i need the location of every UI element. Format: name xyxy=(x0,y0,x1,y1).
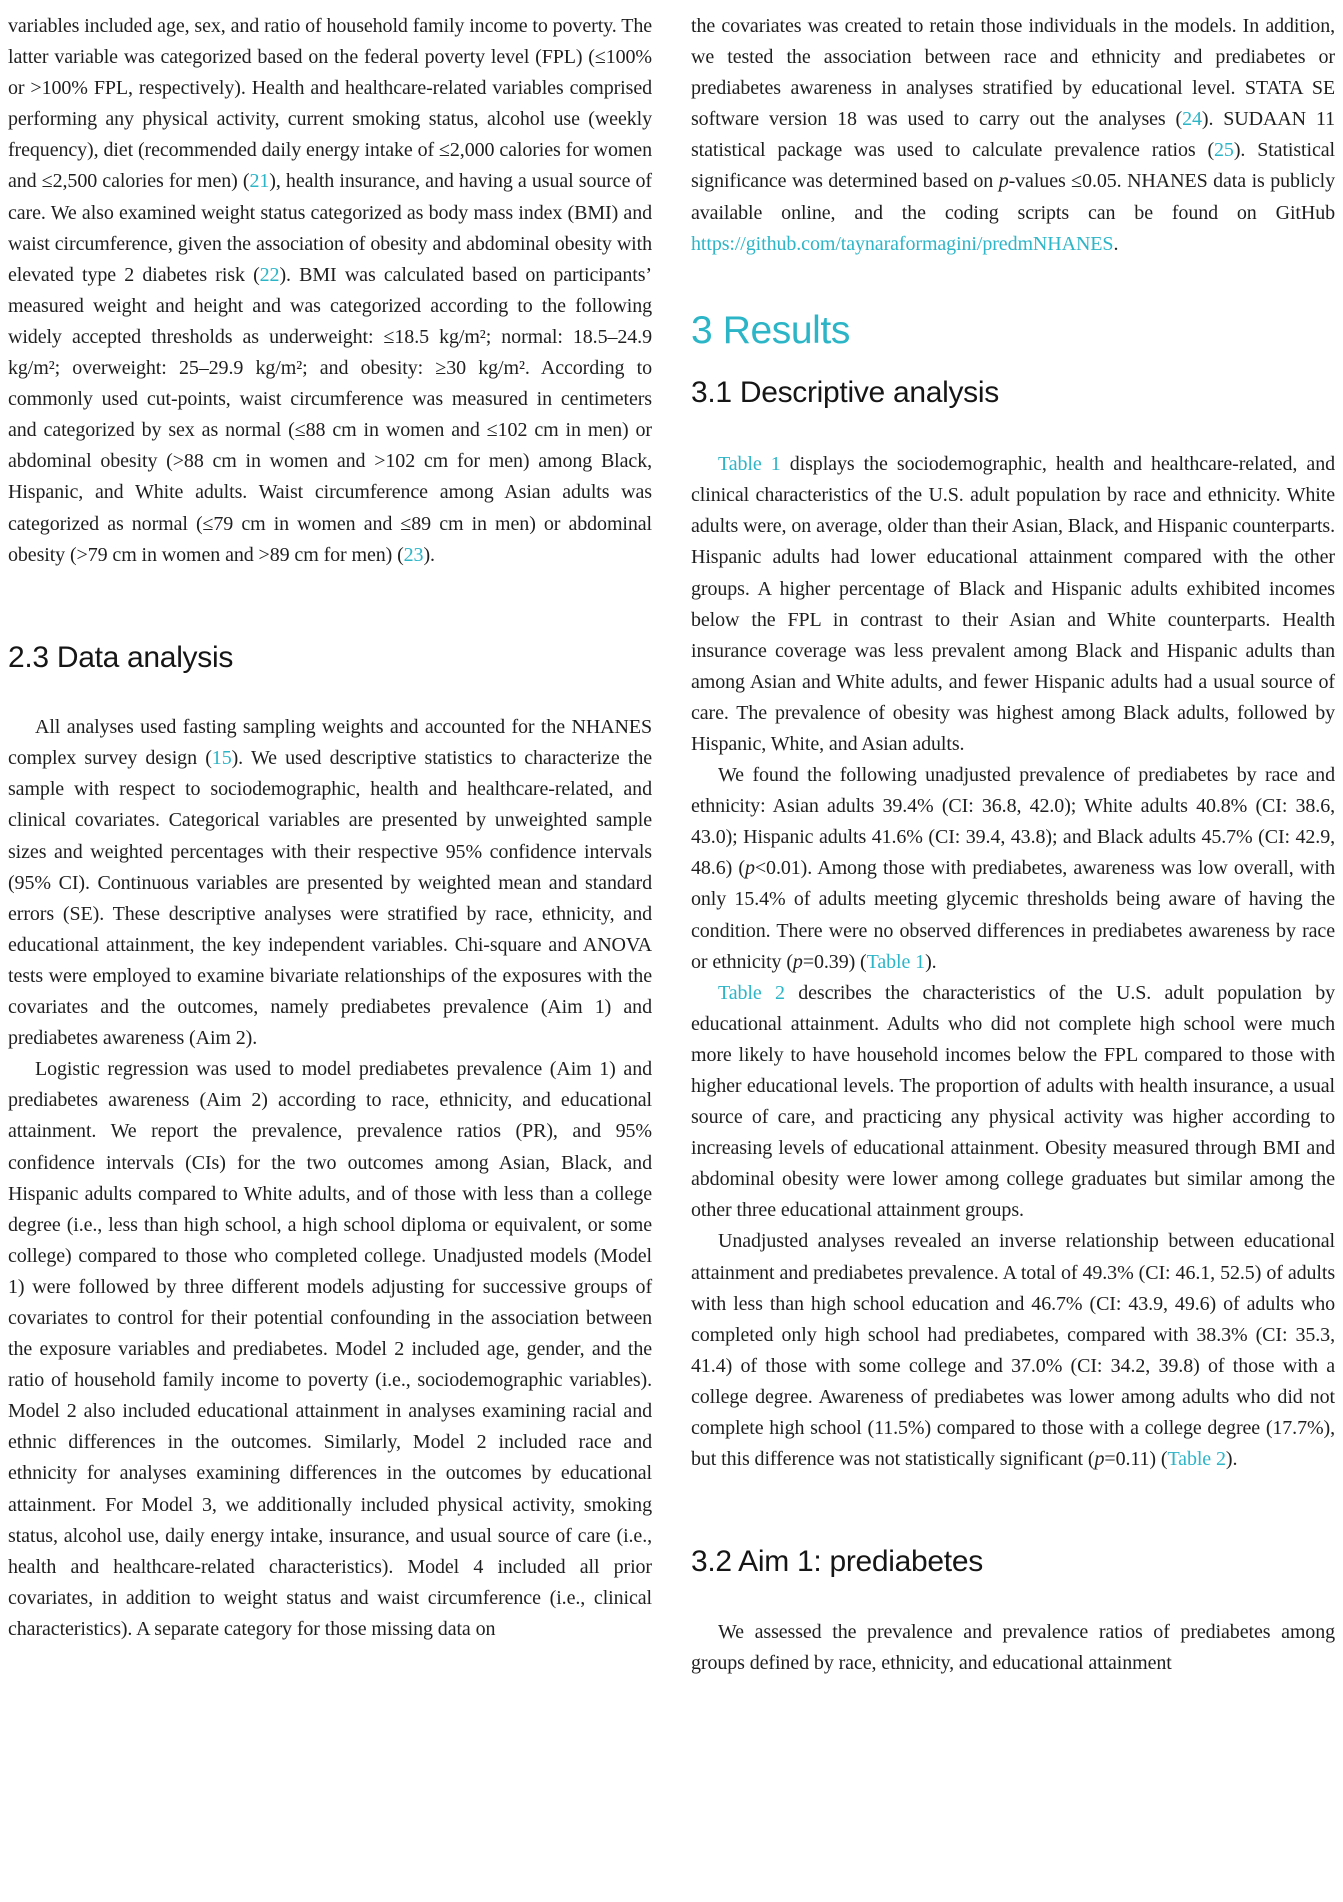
text-run: ). xyxy=(423,543,435,566)
table-2-link[interactable]: Table 2 xyxy=(1167,1448,1226,1471)
text-run: ). xyxy=(925,950,937,973)
paragraph-unadjusted-prevalence-by-race xyxy=(691,760,1335,978)
citation-21-link[interactable]: 21 xyxy=(249,170,270,193)
left-column xyxy=(8,11,652,1679)
paragraph-logistic-regression xyxy=(8,1054,652,1645)
section-heading-aim1-prediabetes: 3.2 Aim 1: prediabetes xyxy=(691,1545,983,1579)
citation-24-link[interactable]: 24 xyxy=(1182,108,1202,131)
table-1-link[interactable]: Table 1 xyxy=(866,950,926,973)
text-run: displays the sociodemographic, health and healthcare-related, and clinical characteristics of the U.S. adult population by race and ethnicity. White adults were, on average, older than their Asian, Black, and Hispanic counterparts. Hispanic adults had lower educational attainment compared with the other groups. A higher percentage of Black and Hispanic adults exhibited incomes below the FPL in contrast to their Asian and White counterparts. Health insurance coverage was less prevalent among Black and Hispanic adults than among Asian and White adults, and fewer Hispanic adults had a usual source of care. The prevalence of obesity was highest among Black adults, followed by Hispanic, White, and Asian adults. xyxy=(691,453,1336,755)
text-run: describes the characteristics of the U.S. adult population by educational attainment. Adults who did not complete high school were much more likely to have household incomes below the FPL compared to those with higher educational levels. The proportion of adults with health insurance, a usual source of care, and practicing any physical activity was higher according to increasing levels of educational attainment. Obesity measured through BMI and abdominal obesity were lower among college graduates but similar among the other three educational attainment groups. xyxy=(691,981,1335,1222)
text-run: All analyses used fasting sampling weights and accounted for the NHANES complex survey design ( xyxy=(8,716,652,770)
p-value-italic: p xyxy=(1094,1448,1105,1471)
section-heading-descriptive-analysis: 3.1 Descriptive analysis xyxy=(691,375,999,409)
citation-25-link[interactable]: 25 xyxy=(1214,139,1234,162)
text-run: ). We used descriptive statistics to characterize the sample with respect to sociodemographic, health and healthcare-related, and clinical covariates. Categorical variables are presented by unweighted sample sizes and weighted percentages with their respective 95% confidence intervals (95% CI). Continuous variables are presented by weighted mean and standard errors (SE). These descriptive analyses were stratified by race, ethnicity, and educational attainment, the key independent variables. Chi-square and ANOVA tests were employed to examine bivariate relationships of the exposures with the covariates and the outcomes, namely prediabetes prevalence (Aim 1) and prediabetes awareness (Aim 2). xyxy=(8,747,652,1050)
text-run: ). SUDAAN 11 statistical package was used to calculate prevalence ratios ( xyxy=(691,108,1335,162)
text-run: the covariates was created to retain those individuals in the models. In addition, we tested the association between race and ethnicity and prediabetes or prediabetes awareness in analyses stratified by educational level. STATA SE software version 18 was used to carry out the analyses ( xyxy=(691,15,1335,131)
paragraph-we-assessed xyxy=(691,1617,1335,1679)
p-value-italic: p xyxy=(744,857,755,880)
text-run: Unadjusted analyses revealed an inverse relationship between educational attainment and prediabetes prevalence. A total of 49.3% (CI: 46.1, 52.5) of adults with less than high school education and 46.7% (CI: 43.9, 49.6) of adults who completed only high school had prediabetes, compared with 38.3% (CI: 35.3, 41.4) of those with some college and 37.0% (CI: 34.2, 39.8) of those with a college degree. Awareness of prediabetes was lower among adults who did not complete high school (11.5%) compared to those with a college degree (17.7%), but this difference was not statistically significant ( xyxy=(691,1230,1335,1471)
paragraph-covariates-retained xyxy=(691,11,1335,260)
section-heading-data-analysis: 2.3 Data analysis xyxy=(8,640,234,674)
text-run: =0.39) ( xyxy=(802,950,867,973)
citation-22-link[interactable]: 22 xyxy=(259,263,280,286)
text-run: ). xyxy=(1225,1448,1238,1471)
paragraph-table2-characteristics xyxy=(691,978,1335,1227)
section-heading-results: 3 Results xyxy=(691,308,850,352)
p-value-italic: p xyxy=(792,950,803,973)
paragraph-unadjusted-education-analyses xyxy=(691,1226,1335,1475)
text-run: We assessed the prevalence and prevalence ratios of prediabetes among groups defined by race, ethnicity, and educational attainment xyxy=(691,1620,1335,1674)
paragraph-table1-characteristics xyxy=(691,449,1335,760)
text-run: ). Statistical significance was determined based on xyxy=(691,139,1335,193)
paragraph-all-analyses xyxy=(8,712,652,1054)
text-run: ). BMI was calculated based on participants’ measured weight and height and was categorized according to the following widely accepted thresholds as underweight: ≤18.5 kg/m²; normal: 18.5–24.9 kg/m²; overweight: 25–29.9 kg/m²; and obesity: ≥30 kg/m². According to commonly used cut-points, waist circumference was measured in centimeters and categorized by sex as normal (≤88 cm in women and ≤102 cm in men) or abdominal obesity (>88 cm in women and >102 cm for men) among Black, Hispanic, and White adults. Waist circumference among Asian adults was categorized as normal (≤79 cm in women and ≤89 cm in men) or abdominal obesity (>79 cm in women and >89 cm for men) ( xyxy=(8,263,652,566)
github-url-link[interactable]: https://github.com/​taynaraformagini/predmNHANES xyxy=(691,232,1114,255)
text-run: We found the following unadjusted prevalence of prediabetes by race and ethnicity: Asian adults 39.4% (CI: 36.8, 42.0); White adults 40.8% (CI: 38.6, 43.0); Hispanic adults 41.6% (CI: 39.4, 43.8); and Black adults 45.7% (CI: 42.9, 48.6) ( xyxy=(691,764,1335,880)
citation-15-link[interactable]: 15 xyxy=(211,747,232,770)
text-run: Logistic regression was used to model prediabetes prevalence (Aim 1) and prediabetes awareness (Aim 2) according to race, ethnicity, and educational attainment. We report the prevalence, prevalence ratios (PR), and 95% confidence intervals (CIs) for the two outcomes among Asian, Black, and Hispanic adults compared to White adults, and of those with less than a college degree (i.e., less than high school, a high school diploma or equivalent, or some college) compared to those who completed college. Unadjusted models (Model 1) were followed by three different models adjusting for successive groups of covariates to control for their potential confounding in the association between the exposure variables and prediabetes. Model 2 included age, gender, and the ratio of household family income to poverty (i.e., sociodemographic variables). Model 2 also included educational attainment in analyses examining racial and ethnic differences in the outcomes. Similarly, Model 2 included race and ethnicity for analyses examining differences in the outcomes by educational attainment. For Model 3, we additionally included physical activity, smoking status, alcohol use, daily energy intake, insurance, and usual source of care (i.e., health and healthcare-related characteristics). Model 4 included all prior covariates, in addition to weight status and waist circumference (i.e., clinical characteristics). A separate category for those missing data on xyxy=(8,1058,652,1640)
text-run: . xyxy=(1113,232,1119,255)
text-run: -values ≤0.05. NHANES data is publicly available online, and the coding scripts can be found on GitHub xyxy=(691,170,1335,224)
text-run: variables included age, sex, and ratio of household family income to poverty. The latter variable was categorized based on the federal poverty level (FPL) (≤100% or >100% FPL, respectively). Health and healthcare-related variables comprised performing any physical activity, current smoking status, alcohol use (weekly frequency), diet (recommended daily energy intake of ≤2,000 calories for women and ≤2,500 calories for men) ( xyxy=(8,15,652,193)
right-column xyxy=(691,11,1335,1679)
p-value-italic: p xyxy=(998,170,1009,193)
text-run: <0.01). Among those with prediabetes, awareness was low overall, with only 15.4% of adults meeting glycemic thresholds being aware of having the condition. There were no observed differences in prediabetes awareness by race or ethnicity ( xyxy=(691,857,1336,973)
table-1-link[interactable]: Table 1 xyxy=(718,453,781,476)
table-2-link[interactable]: Table 2 xyxy=(718,981,785,1004)
citation-23-link[interactable]: 23 xyxy=(403,543,424,566)
paragraph-methods-covariates xyxy=(8,11,652,571)
text-run: ), health insurance, and having a usual source of care. We also examined weight status categorized as body mass index (BMI) and waist circumference, given the association of obesity and abdominal obesity with elevated type 2 diabetes risk ( xyxy=(8,170,652,286)
text-run: =0.11) ( xyxy=(1104,1448,1168,1471)
